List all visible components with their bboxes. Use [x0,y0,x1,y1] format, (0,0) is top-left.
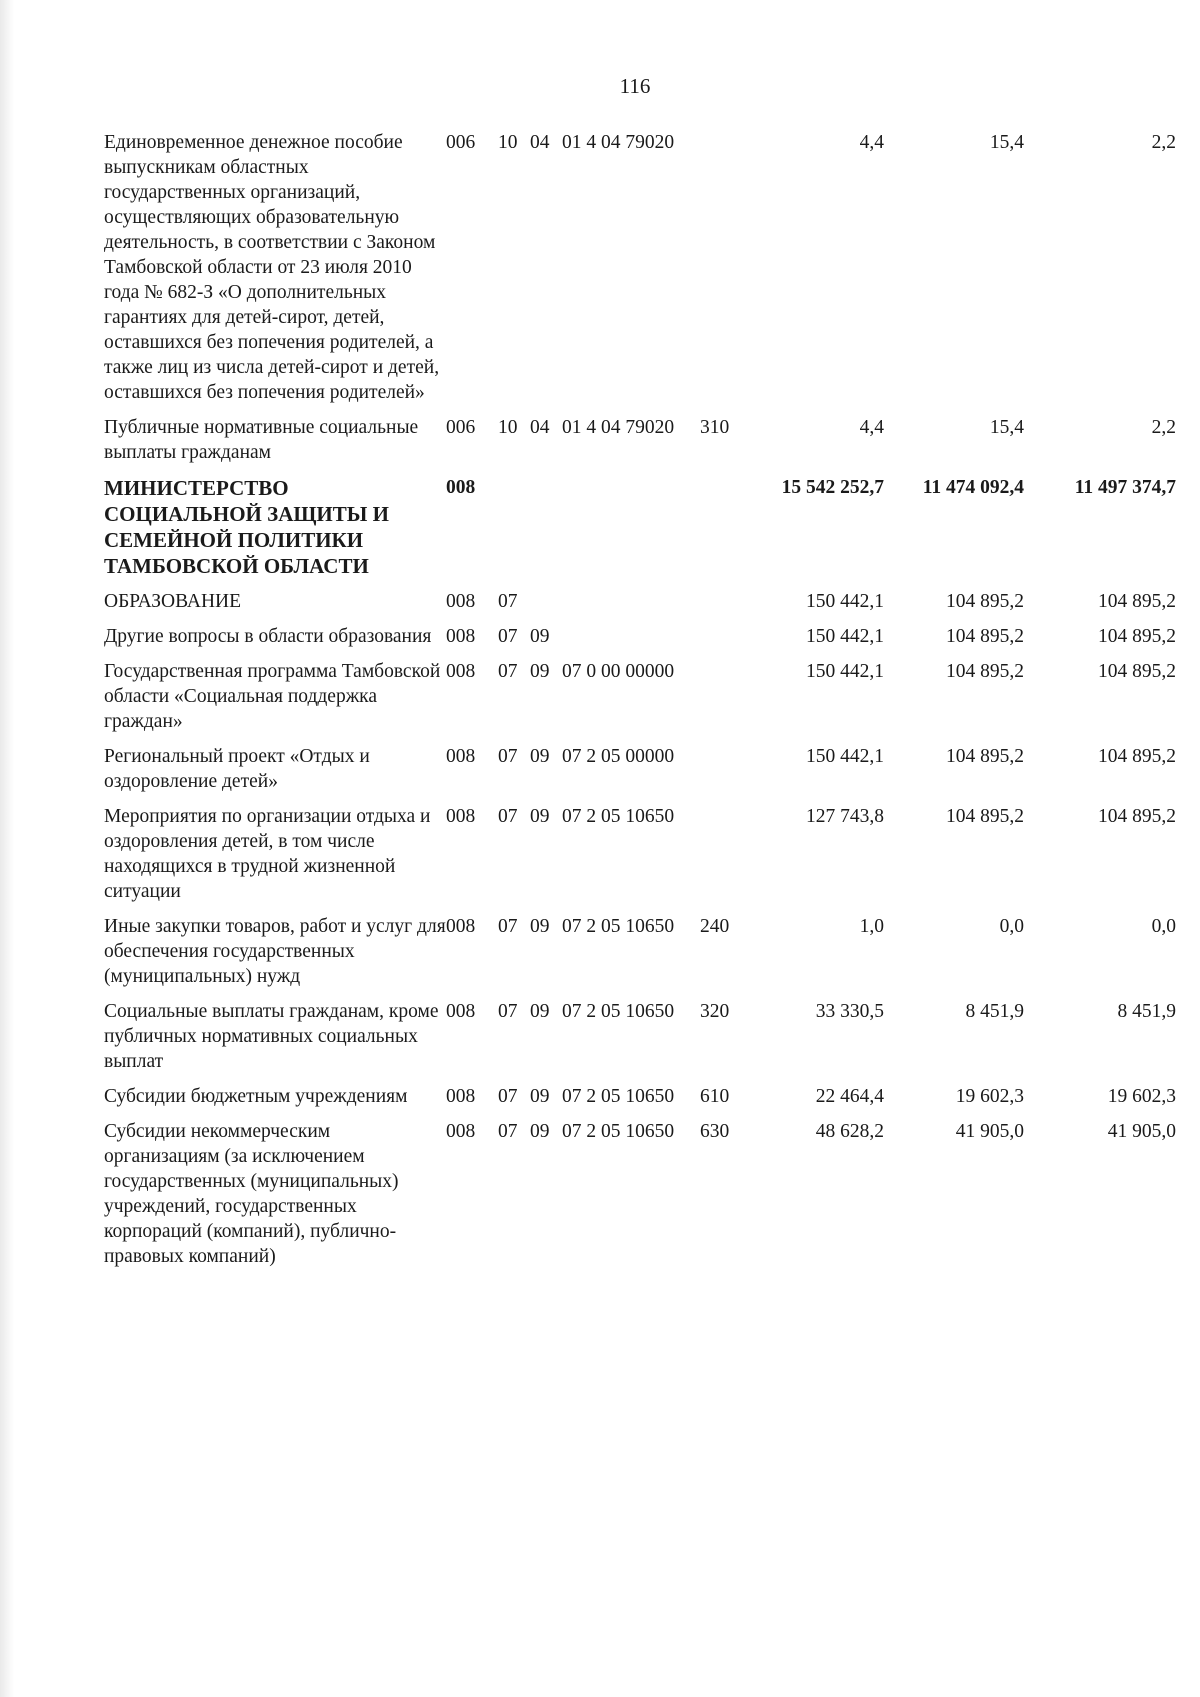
row-name: Региональный проект «Отдых и оздоровление детей» [104,746,370,792]
amount-year-2: 19 602,3 [955,1086,1024,1107]
amount-year-1: 150 442,1 [806,661,884,682]
amount-year-2: 15,4 [989,417,1024,438]
subsection-code [530,475,562,589]
row-name: Мероприятия по организации отдыха и оздоровления детей, в том числе находящихся в трудной жизненной ситуации [104,806,431,902]
section-code [498,475,530,589]
table-row [104,999,1176,1084]
admin-code: 008 [446,1121,476,1142]
subsection-code: 09 [530,626,550,647]
amount-year-3: 19 602,3 [1107,1086,1176,1107]
section-code: 07 [498,1121,518,1142]
amount-year-1: 22 464,4 [815,1086,884,1107]
amount-year-2: 104 895,2 [946,661,1024,682]
row-name: Субсидии бюджетным учреждениям [104,1086,408,1107]
amount-year-1: 150 442,1 [806,626,884,647]
amount-year-1: 4,4 [859,132,884,153]
row-name: Иные закупки товаров, работ и услуг для обеспечения государственных (муниципальных) нужд [104,916,446,987]
row-name: Государственная программа Тамбовской области «Социальная поддержка граждан» [104,661,441,732]
section-code: 10 [498,417,518,438]
amount-year-3: 8 451,9 [1117,1001,1176,1022]
amount-year-3: 2,2 [1151,132,1176,153]
amount-year-1: 4,4 [859,417,884,438]
admin-code: 008 [446,591,476,612]
admin-code: 008 [446,916,476,937]
amount-year-3: 11 497 374,7 [1074,477,1176,498]
table-row [104,475,1176,589]
target-article-code: 07 2 05 10650 [562,1121,675,1142]
target-article-code: 07 2 05 10650 [562,1001,675,1022]
section-code: 07 [498,1086,518,1107]
row-name: Социальные выплаты гражданам, кроме публичных нормативных социальных выплат [104,1001,439,1072]
section-code: 07 [498,1001,518,1022]
amount-year-1: 15 542 252,7 [781,477,884,498]
amount-year-3: 104 895,2 [1098,806,1176,827]
admin-code: 008 [446,661,476,682]
target-article-code: 07 2 05 00000 [562,746,675,767]
expense-type-code: 310 [700,417,730,438]
table-row [104,624,1176,659]
amount-year-2: 104 895,2 [946,746,1024,767]
subsection-code: 04 [530,417,550,438]
row-name: Субсидии некоммерческим организациям (за исключением государственных (муниципальных) учреждений, государственных корпораций (компаний), публично-правовых компаний) [104,1121,399,1267]
table-row [104,914,1176,999]
amount-year-3: 104 895,2 [1098,661,1176,682]
admin-code: 008 [446,1086,476,1107]
subsection-code: 09 [530,661,550,682]
expense-type-code [700,130,744,415]
table-row [104,804,1176,914]
expense-type-code [700,744,744,804]
amount-year-3: 41 905,0 [1107,1121,1176,1142]
row-name: Публичные нормативные социальные выплаты гражданам [104,417,419,463]
subsection-code: 09 [530,806,550,827]
amount-year-1: 150 442,1 [806,746,884,767]
section-code: 07 [498,916,518,937]
expense-type-code [700,589,744,624]
amount-year-1: 48 628,2 [815,1121,884,1142]
admin-code: 006 [446,132,476,153]
row-name: Единовременное денежное пособие выпускникам областных государственных организаций, осуществляющих образовательную деятельность, в соответствии с Законом Тамбовской области от 23 июля 2010 года № 682-З «О дополнительных гарантиях для детей-сирот, детей, оставшихся без попечения родителей, а также лиц из числа детей-сирот и детей, оставшихся без попечения родителей» [104,132,440,403]
subsection-code: 09 [530,1086,550,1107]
amount-year-1: 150 442,1 [806,591,884,612]
target-article-code [562,475,700,589]
amount-year-3: 104 895,2 [1098,746,1176,767]
expense-type-code: 240 [700,916,730,937]
subsection-code: 09 [530,1121,550,1142]
expense-type-code: 610 [700,1086,730,1107]
budget-table-body [104,130,1176,1279]
budget-table [104,130,1176,1279]
subsection-code: 09 [530,746,550,767]
table-row [104,1084,1176,1119]
amount-year-2: 104 895,2 [946,626,1024,647]
amount-year-2: 104 895,2 [946,591,1024,612]
amount-year-2: 41 905,0 [955,1121,1024,1142]
expense-type-code [700,475,744,589]
table-row [104,659,1176,744]
amount-year-1: 33 330,5 [815,1001,884,1022]
expense-type-code: 320 [700,1001,730,1022]
amount-year-2: 15,4 [989,132,1024,153]
amount-year-2: 8 451,9 [965,1001,1024,1022]
admin-code: 006 [446,417,476,438]
table-row [104,1119,1176,1279]
admin-code: 008 [446,1001,476,1022]
row-name: ОБРАЗОВАНИЕ [104,591,242,612]
target-article-code: 07 2 05 10650 [562,1086,675,1107]
subsection-code: 04 [530,132,550,153]
table-row [104,415,1176,475]
expense-type-code [700,804,744,914]
expense-type-code [700,624,744,659]
amount-year-3: 104 895,2 [1098,626,1176,647]
section-code: 07 [498,806,518,827]
table-row [104,130,1176,415]
target-article-code: 01 4 04 79020 [562,417,675,438]
section-code: 07 [498,626,518,647]
row-name: Другие вопросы в области образования [104,626,432,647]
section-code: 10 [498,132,518,153]
scan-edge-shadow [0,0,14,1697]
target-article-code [562,589,700,624]
admin-code: 008 [446,806,476,827]
target-article-code: 07 2 05 10650 [562,916,675,937]
amount-year-2: 11 474 092,4 [922,477,1024,498]
subsection-code: 09 [530,1001,550,1022]
section-code: 07 [498,661,518,682]
admin-code: 008 [446,477,476,498]
section-code: 07 [498,591,518,612]
target-article-code: 07 2 05 10650 [562,806,675,827]
amount-year-3: 2,2 [1151,417,1176,438]
amount-year-2: 104 895,2 [946,806,1024,827]
admin-code: 008 [446,626,476,647]
amount-year-3: 0,0 [1151,916,1176,937]
page-number: 116 [619,74,651,98]
amount-year-1: 127 743,8 [806,806,884,827]
target-article-code: 01 4 04 79020 [562,132,675,153]
table-row [104,589,1176,624]
amount-year-3: 104 895,2 [1098,591,1176,612]
target-article-code [562,624,700,659]
table-row [104,744,1176,804]
amount-year-1: 1,0 [859,916,884,937]
section-code: 07 [498,746,518,767]
expense-type-code: 630 [700,1121,730,1142]
subsection-code: 09 [530,916,550,937]
row-name: МИНИСТЕРСТВО СОЦИАЛЬНОЙ ЗАЩИТЫ И СЕМЕЙНОЙ ПОЛИТИКИ ТАМБОВСКОЙ ОБЛАСТИ [104,476,389,578]
admin-code: 008 [446,746,476,767]
expense-type-code [700,659,744,744]
subsection-code [530,589,562,624]
target-article-code: 07 0 00 00000 [562,661,675,682]
amount-year-2: 0,0 [999,916,1024,937]
